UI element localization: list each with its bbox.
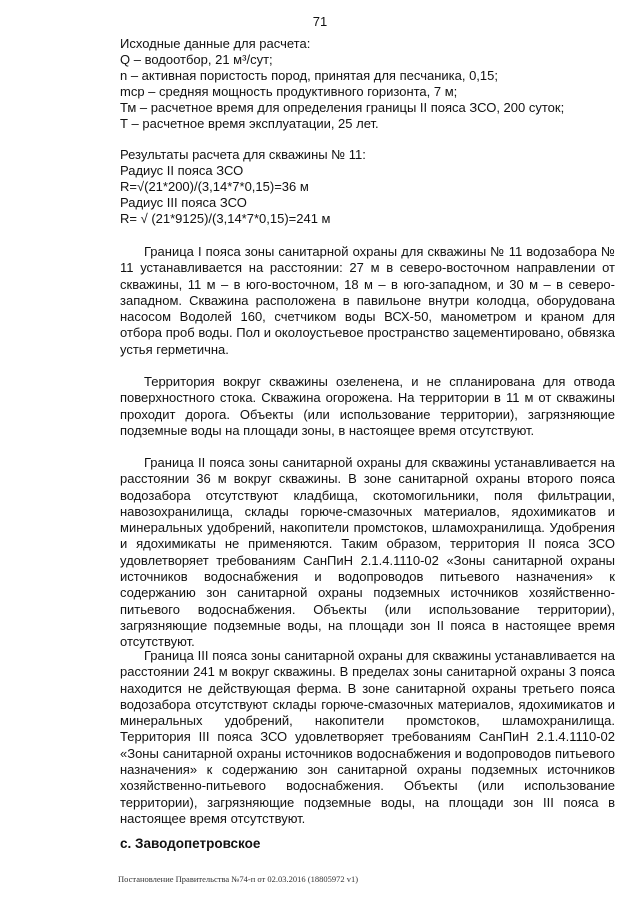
paragraph-zone-3: Граница III пояса зоны санитарной охраны для скважины устанавливается на расстоянии 241 м вокруг скважины. В пределах зоны санитарной охраны 3 пояса находится не действующая ферма. В зоне санитарной охраны третьего пояса водозабора отсутствуют склады горюче-смазочных материалов, ядохимикатов и минеральных удобрений, накопители промстоков, шламохранилища. Территория III пояса ЗСО удовлетворяет требованиям СанПиН 2.1.4.1110-02 «Зоны санитарной охраны источников водоснабжения и водопроводов питьевого назначения» к содержанию зон санитарной охраны подземных источников хозяйственно-питьевого водоснабжения. Объекты (или использование территории), загрязняющие подземные воды, на площади зон III пояса в настоящее время отсутствуют. (120, 648, 615, 826)
paragraph-territory: Территория вокруг скважины озеленена, и не спланирована для отвода поверхностного стока. Скважина огорожена. На территории в 11 м от скважины проходит дорога. Объекты (или использование территории), загрязняющие подземные воды на площади зоны, в настоящее время отсутствуют. (120, 374, 615, 438)
paragraph-zone-1: Граница I пояса зоны санитарной охраны для скважины № 11 водозабора № 11 устанавливается на расстоянии: 27 м в северо-восточном направлении от скважины, 11 м – в юго-восточном, 18 м – в юго-западном, и 30 м – в северо-западном. Скважина расположена в павильоне внутри колодца, оборудована насосом Водолей 160, счетчиком воды ВСХ-50, манометром и краном для отбора проб воды. Пол и околоустьевое пространство зацементировано, обвязка устья герметична. (120, 244, 615, 357)
footer-reference: Постановление Правительства №74-п от 02.03.2016 (18805972 v1) (118, 874, 359, 884)
page-number: 71 (312, 14, 328, 29)
results-item: R=√(21*200)/(3,14*7*0,15)=36 м (120, 179, 309, 194)
section-title: с. Заводопетровское (120, 836, 261, 851)
input-data-item: n – активная пористость пород, принятая для песчаника, 0,15; (120, 68, 498, 83)
results-item: Радиус II пояса ЗСО (120, 163, 244, 178)
input-data-item: Т – расчетное время эксплуатации, 25 лет. (120, 116, 379, 131)
input-data-item: Q – водоотбор, 21 м³/сут; (120, 52, 273, 67)
results-heading: Результаты расчета для скважины № 11: (120, 147, 366, 162)
results-item: R= √ (21*9125)/(3,14*7*0,15)=241 м (120, 211, 331, 226)
paragraph-zone-2: Граница II пояса зоны санитарной охраны для скважины устанавливается на расстоянии 36 м вокруг скважины. В зоне санитарной охраны второго пояса водозабора отсутствуют кладбища, скотомогильники, поля фильтрации, навозохранилища, склады горюче-смазочных материалов, ядохимикатов и минеральных удобрений, накопители промстоков, шламохранилища. Удобрения и ядохимикаты не применяются. Таким образом, территория II пояса ЗСО удовлетворяет требованиям СанПиН 2.1.4.1110-02 «Зоны санитарной охраны источников водоснабжения и водопроводов питьевого назначения» к содержанию зон санитарной охраны подземных источников хозяйственно-питьевого водоснабжения. Объекты (или использование территории), загрязняющие подземные воды, на площади зон II пояса в настоящее время отсутствуют. (120, 455, 615, 650)
results-item: Радиус III пояса ЗСО (120, 195, 247, 210)
input-data-heading: Исходные данные для расчета: (120, 36, 311, 51)
input-data-item: Тм – расчетное время для определения границы II пояса ЗСО, 200 суток; (120, 100, 565, 115)
input-data-item: mср – средняя мощность продуктивного горизонта, 7 м; (120, 84, 458, 99)
